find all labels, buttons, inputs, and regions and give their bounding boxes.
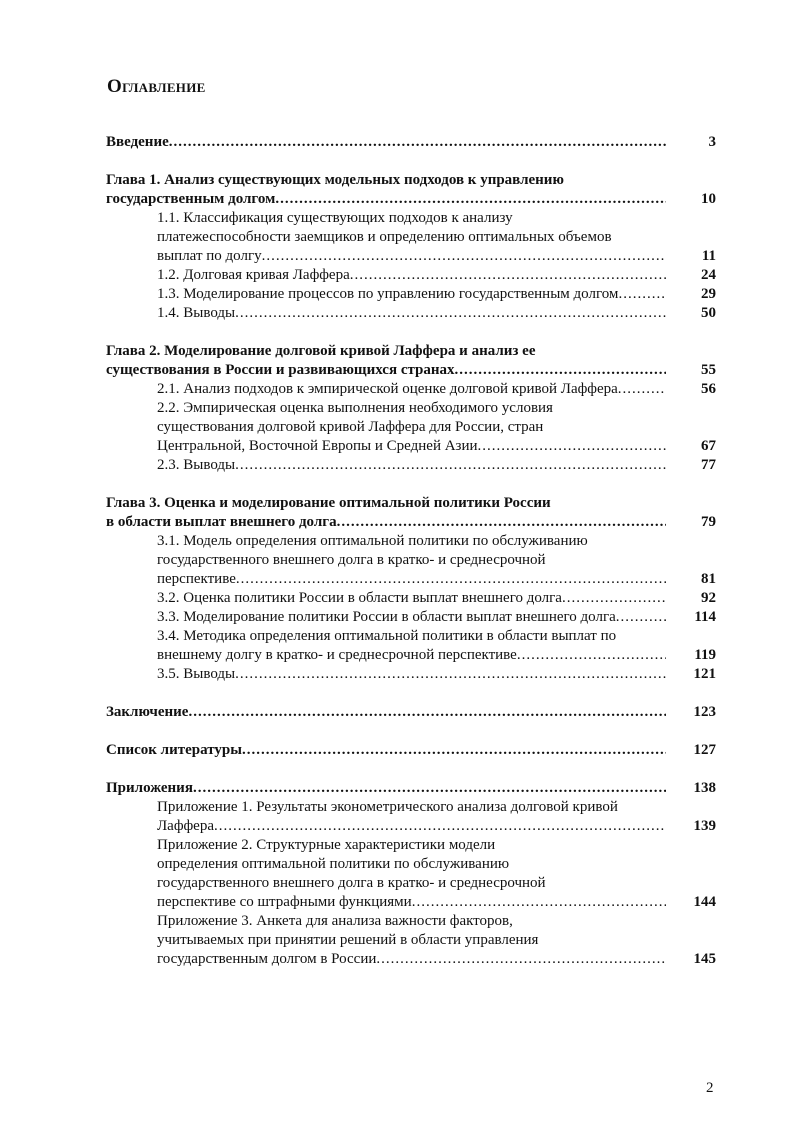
dot-leader bbox=[618, 380, 666, 399]
toc-chapter-entry[interactable] bbox=[106, 494, 716, 532]
toc-subsection-entry[interactable] bbox=[106, 304, 716, 323]
entry-title-line: государственного внешнего долга в кратко- и среднесрочной bbox=[157, 552, 546, 568]
entry-page-number: 79 bbox=[701, 514, 716, 530]
toc-subsection-entry[interactable] bbox=[106, 399, 716, 456]
entry-title-line: Приложение 2. Структурные характеристики модели bbox=[157, 837, 496, 853]
entry-title-line: Заключение bbox=[106, 704, 189, 720]
entry-page-number: 121 bbox=[693, 666, 716, 682]
entry-page-number: 50 bbox=[701, 305, 716, 321]
toc-subsection-entry[interactable] bbox=[106, 912, 716, 969]
entry-title-line: перспективе со штрафными функциями bbox=[157, 894, 412, 910]
entry-title-line: существования в России и развивающихся странах bbox=[106, 362, 455, 378]
dot-leader bbox=[188, 703, 666, 722]
dot-leader bbox=[193, 779, 666, 798]
toc-subsection-entry[interactable] bbox=[106, 665, 716, 684]
dot-leader bbox=[235, 665, 666, 684]
dot-leader bbox=[242, 741, 666, 760]
toc-section bbox=[106, 779, 716, 969]
dot-leader bbox=[169, 133, 666, 152]
entry-title-line: Список литературы bbox=[106, 742, 242, 758]
entry-page-number: 67 bbox=[701, 438, 716, 454]
toc-chapter-entry[interactable] bbox=[106, 171, 716, 209]
entry-page-number: 3 bbox=[708, 134, 716, 150]
dot-leader bbox=[236, 570, 666, 589]
entry-title-line: 2.3. Выводы bbox=[157, 457, 236, 473]
entry-title-line: 1.2. Долговая кривая Лаффера bbox=[157, 267, 350, 283]
entry-title-line: государственным долгом в России bbox=[157, 951, 377, 967]
entry-page-number: 144 bbox=[693, 894, 716, 910]
entry-title-line: платежеспособности заемщиков и определению оптимальных объемов bbox=[157, 229, 612, 245]
dot-leader bbox=[337, 513, 666, 532]
entry-page-number: 56 bbox=[701, 381, 716, 397]
entry-title-line: 3.2. Оценка политики России в области выплат внешнего долга bbox=[157, 590, 562, 606]
dot-leader bbox=[235, 456, 666, 475]
toc-chapter-entry[interactable] bbox=[106, 779, 716, 798]
toc-subsection-entry[interactable] bbox=[106, 532, 716, 589]
entry-title-line: существования долговой кривой Лаффера для России, стран bbox=[157, 419, 544, 435]
toc-subsection-entry[interactable] bbox=[106, 836, 716, 912]
entry-page-number: 11 bbox=[701, 248, 716, 264]
entry-title-line: 2.2. Эмпирическая оценка выполнения необходимого условия bbox=[157, 400, 553, 416]
entry-title-line: Глава 3. Оценка и моделирование оптимальной политики России bbox=[106, 495, 551, 511]
entry-title-line: внешнему долгу в кратко- и среднесрочной перспективе bbox=[157, 647, 517, 663]
entry-page-number: 10 bbox=[701, 191, 716, 207]
toc-subsection-entry[interactable] bbox=[106, 589, 716, 608]
dot-leader bbox=[455, 361, 666, 380]
entry-page-number: 77 bbox=[701, 457, 716, 473]
toc-chapter-entry[interactable] bbox=[106, 741, 716, 760]
entry-title-line: Приложения bbox=[106, 780, 193, 796]
dot-leader bbox=[562, 589, 666, 608]
entry-page-number: 123 bbox=[693, 704, 716, 720]
toc-subsection-entry[interactable] bbox=[106, 627, 716, 665]
table-of-contents bbox=[106, 133, 716, 969]
toc-subsection-entry[interactable] bbox=[106, 798, 716, 836]
toc-chapter-entry[interactable] bbox=[106, 342, 716, 380]
page-title: Оглавление bbox=[107, 76, 206, 97]
dot-leader bbox=[350, 266, 666, 285]
dot-leader bbox=[517, 646, 666, 665]
entry-title-line: Лаффера bbox=[157, 818, 214, 834]
toc-chapter-entry[interactable] bbox=[106, 703, 716, 722]
entry-title-line: перспективе bbox=[157, 571, 236, 587]
entry-page-number: 55 bbox=[701, 362, 716, 378]
dot-leader bbox=[412, 893, 666, 912]
toc-subsection-entry[interactable] bbox=[106, 209, 716, 266]
dot-leader bbox=[618, 285, 666, 304]
entry-page-number: 29 bbox=[701, 286, 716, 302]
entry-page-number: 138 bbox=[693, 780, 716, 796]
entry-page-number: 119 bbox=[694, 647, 716, 663]
toc-section bbox=[106, 133, 716, 152]
entry-page-number: 24 bbox=[701, 267, 716, 283]
dot-leader bbox=[262, 247, 666, 266]
entry-page-number: 81 bbox=[701, 571, 716, 587]
toc-section bbox=[106, 342, 716, 475]
toc-section bbox=[106, 494, 716, 684]
dot-leader bbox=[275, 190, 666, 209]
toc-subsection-entry[interactable] bbox=[106, 266, 716, 285]
toc-section bbox=[106, 171, 716, 323]
toc-subsection-entry[interactable] bbox=[106, 456, 716, 475]
dot-leader bbox=[214, 817, 666, 836]
entry-page-number: 139 bbox=[693, 818, 716, 834]
page-number: 2 bbox=[706, 1080, 714, 1096]
entry-title-line: 1.1. Классификация существующих подходов к анализу bbox=[157, 210, 513, 226]
dot-leader bbox=[235, 304, 666, 323]
entry-title-line: 2.1. Анализ подходов к эмпирической оценке долговой кривой Лаффера bbox=[157, 381, 618, 397]
entry-title-line: государственным долгом bbox=[106, 191, 276, 207]
toc-chapter-entry[interactable] bbox=[106, 133, 716, 152]
entry-title-line: в области выплат внешнего долга bbox=[106, 514, 337, 530]
toc-subsection-entry[interactable] bbox=[106, 285, 716, 304]
toc-subsection-entry[interactable] bbox=[106, 380, 716, 399]
entry-title-line: выплат по долгу bbox=[157, 248, 262, 264]
entry-title-line: Центральной, Восточной Европы и Средней Азии bbox=[157, 438, 478, 454]
toc-subsection-entry[interactable] bbox=[106, 608, 716, 627]
entry-page-number: 145 bbox=[693, 951, 716, 967]
entry-title-line: 3.1. Модель определения оптимальной политики по обслуживанию bbox=[157, 533, 588, 549]
entry-title-line: Приложение 1. Результаты эконометрического анализа долговой кривой bbox=[157, 799, 618, 815]
entry-title-line: Введение bbox=[106, 134, 169, 150]
dot-leader bbox=[376, 950, 666, 969]
entry-title-line: государственного внешнего долга в кратко- и среднесрочной bbox=[157, 875, 546, 891]
entry-title-line: 1.4. Выводы bbox=[157, 305, 236, 321]
entry-title-line: Глава 1. Анализ существующих модельных подходов к управлению bbox=[106, 172, 564, 188]
entry-page-number: 92 bbox=[701, 590, 716, 606]
toc-section bbox=[106, 703, 716, 722]
entry-title-line: Приложение 3. Анкета для анализа важности факторов, bbox=[157, 913, 513, 929]
entry-title-line: учитываемых при принятии решений в области управления bbox=[157, 932, 539, 948]
entry-title-line: определения оптимальной политики по обслуживанию bbox=[157, 856, 510, 872]
dot-leader bbox=[478, 437, 666, 456]
entry-page-number: 127 bbox=[693, 742, 716, 758]
entry-title-line: 1.3. Моделирование процессов по управлению государственным долгом bbox=[157, 286, 619, 302]
entry-title-line: 3.4. Методика определения оптимальной политики в области выплат по bbox=[157, 628, 617, 644]
entry-title-line: 3.5. Выводы bbox=[157, 666, 236, 682]
entry-title-line: 3.3. Моделирование политики России в области выплат внешнего долга bbox=[157, 609, 616, 625]
dot-leader bbox=[616, 608, 666, 627]
entry-page-number: 114 bbox=[694, 609, 716, 625]
toc-section bbox=[106, 741, 716, 760]
entry-title-line: Глава 2. Моделирование долговой кривой Лаффера и анализ ее bbox=[106, 343, 536, 359]
